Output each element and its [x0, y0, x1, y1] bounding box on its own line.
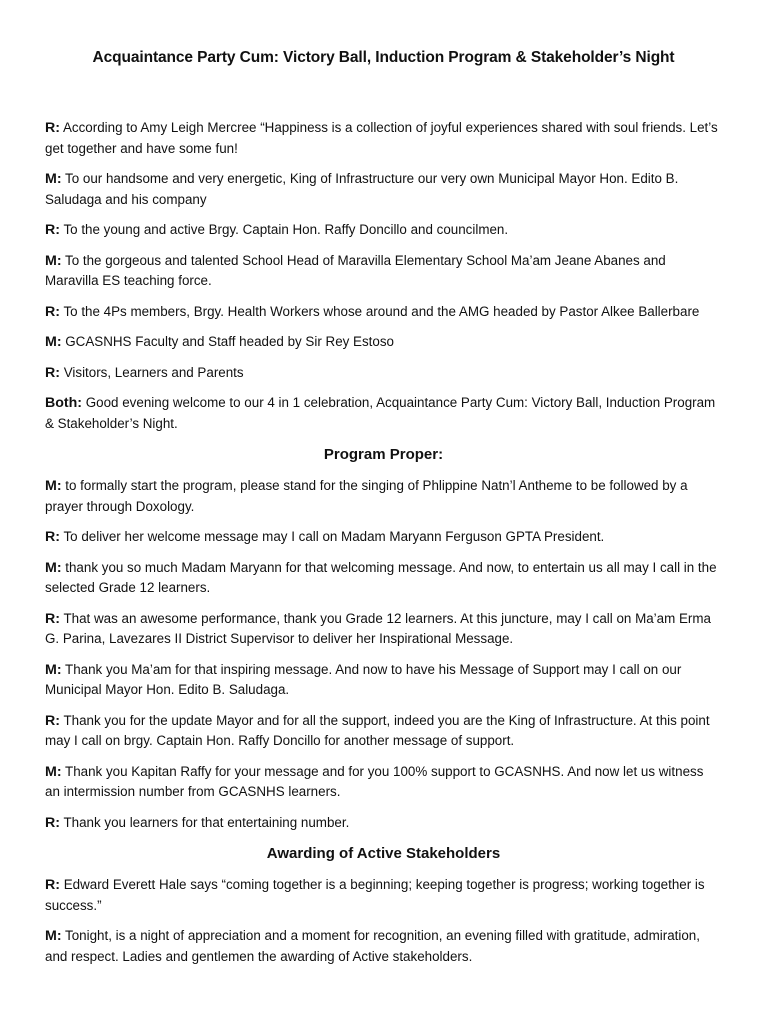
script-line — [45, 762, 722, 803]
speaker-label: M: — [45, 478, 62, 494]
line-text: Thank you Ma’am for that inspiring message. And now to have his Message of Support may I call on our Municipal Mayor Hon. Edito B. Saludaga. — [45, 661, 682, 697]
script-line — [45, 363, 722, 384]
speaker-label: R: — [45, 303, 60, 320]
line-text: Edward Everett Hale says “coming together is a beginning; keeping together is progress; working together is success.” — [45, 877, 705, 913]
intro-section — [45, 118, 722, 434]
script-line — [45, 118, 722, 159]
script-line — [45, 813, 722, 834]
line-text: To the 4Ps members, Brgy. Health Workers whose around and the AMG headed by Pastor Alkee Ballerbare — [59, 303, 700, 319]
program-proper-heading: Program Proper: — [323, 446, 444, 463]
line-text: That was an awesome performance, thank you Grade 12 learners. At this juncture, may I call on Ma’am Erma G. Parina, Lavezares II District Supervisor to deliver her Inspirational Message. — [45, 610, 711, 646]
speaker-label: M: — [45, 928, 62, 944]
speaker-label: R: — [45, 364, 60, 381]
script-line — [45, 527, 722, 548]
script-line — [45, 609, 722, 650]
script-line — [45, 169, 722, 210]
script-line — [45, 926, 722, 967]
script-line — [45, 332, 722, 353]
line-text: Tonight, is a night of appreciation and a moment for recognition, an evening filled with gratitude, admiration, and respect. Ladies and gentlemen the awarding of Active stakeholders. — [45, 928, 700, 964]
awarding-section — [45, 875, 722, 967]
speaker-label: M: — [45, 252, 62, 269]
speaker-label: R: — [45, 610, 60, 627]
line-text: to formally start the program, please stand for the singing of Phlippine Natn’l Antheme to be followed by a prayer through Doxology. — [45, 478, 688, 514]
line-text: Thank you Kapitan Raffy for your message and for you 100% support to GCASNHS. And now let us witness an intermission number from GCASNHS learners. — [45, 763, 704, 799]
line-text: GCASNHS Faculty and Staff headed by Sir Rey Estoso — [61, 334, 394, 349]
line-text: thank you so much Madam Maryann for that welcoming message. And now, to entertain us all may I call in the selected Grade 12 learners. — [45, 559, 717, 595]
line-text: To the gorgeous and talented School Head of Maravilla Elementary School Ma’am Jeane Abanes and Maravilla ES teaching force. — [45, 252, 666, 288]
line-text: To our handsome and very energetic, King of Infrastructure our very own Municipal Mayor Hon. Edito B. Saludaga and his company — [45, 171, 679, 207]
line-text: Visitors, Learners and Parents — [59, 364, 244, 380]
program-section — [45, 476, 722, 833]
speaker-label: R: — [45, 222, 60, 238]
line-text: Good evening welcome to our 4 in 1 celebration, Acquaintance Party Cum: Victory Ball, Induction Program & Stakeholder’s Night. — [45, 395, 716, 431]
script-line — [45, 220, 722, 241]
speaker-label: M: — [45, 334, 62, 350]
speaker-label: R: — [45, 712, 60, 729]
line-text: Thank you learners for that entertaining number. — [59, 814, 350, 830]
line-text: To deliver her welcome message may I call on Madam Maryann Ferguson GPTA President. — [59, 529, 605, 544]
script-line — [45, 660, 722, 701]
script-line — [45, 393, 722, 434]
script-line — [45, 251, 722, 292]
document-title: Acquaintance Party Cum: Victory Ball, Induction Program & Stakeholder’s Night — [92, 49, 675, 66]
script-line — [45, 711, 722, 752]
script-line — [45, 302, 722, 323]
speaker-label: Both: — [45, 395, 83, 411]
line-text: Thank you for the update Mayor and for all the support, indeed you are the King of Infrastructure. At this point may I call on brgy. Captain Hon. Raffy Doncillo for another message of support. — [45, 712, 710, 748]
line-text: According to Amy Leigh Mercree “Happiness is a collection of joyful experiences shared with soul friends. Let’s get together and have some fun! — [45, 120, 718, 156]
speaker-label: R: — [45, 120, 60, 136]
awarding-heading: Awarding of Active Stakeholders — [266, 845, 501, 862]
script-line — [45, 476, 722, 517]
speaker-label: M: — [45, 661, 62, 678]
speaker-label: M: — [45, 171, 62, 187]
speaker-label: R: — [45, 529, 60, 545]
speaker-label: R: — [45, 814, 60, 831]
script-line — [45, 558, 722, 599]
speaker-label: R: — [45, 877, 60, 893]
speaker-label: M: — [45, 559, 62, 576]
line-text: To the young and active Brgy. Captain Hon. Raffy Doncillo and councilmen. — [59, 222, 509, 237]
script-line — [45, 875, 722, 916]
speaker-label: M: — [45, 763, 62, 780]
